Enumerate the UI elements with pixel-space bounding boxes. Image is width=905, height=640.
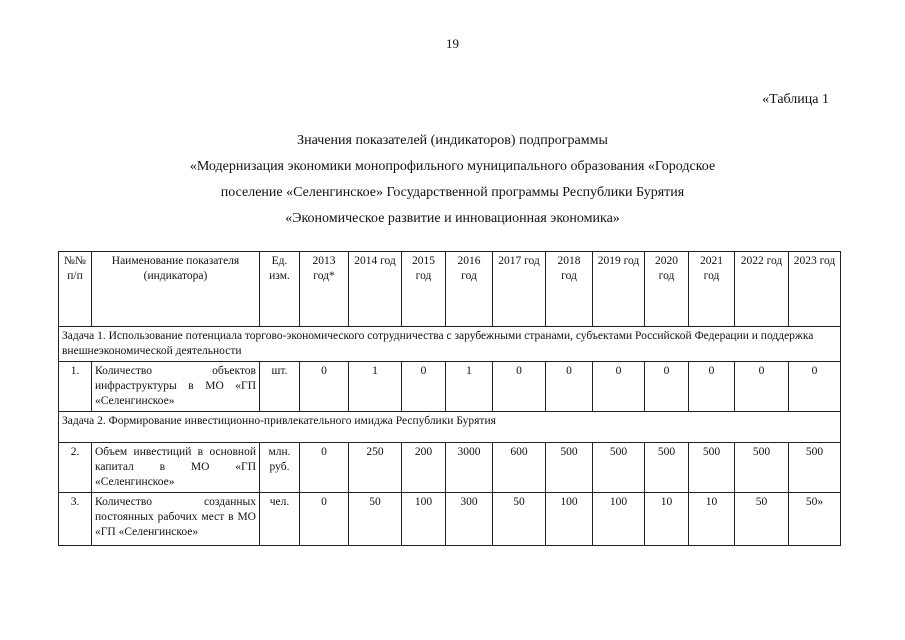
table-row [59,362,841,412]
row-value: 500 [689,443,735,493]
row-value: 200 [402,443,446,493]
row-value: 50 [349,493,402,546]
task-row [59,412,841,443]
row-value: 0 [300,443,349,493]
row-name: Объем инвестиций в основной капитал в МО «ГП «Селенгинское» [92,443,260,493]
row-name: Количество объектов инфраструктуры в МО «ГП «Селенгинское» [92,362,260,412]
page-number: 19 [446,36,459,51]
header-year: 2022 год [735,252,789,327]
header-unit: Ед. изм. [260,252,300,327]
row-value: 10 [689,493,735,546]
header-year: 2015 год [402,252,446,327]
row-value: 0 [789,362,841,412]
row-value: 1 [446,362,493,412]
table-label: «Таблица 1 [762,92,829,107]
row-value: 50» [789,493,841,546]
title-line: Значения показателей (индикаторов) подпрограммы [297,133,608,148]
row-value: 0 [689,362,735,412]
row-value: 500 [593,443,645,493]
header-year: 2013 год* [300,252,349,327]
row-value: 0 [735,362,789,412]
row-value: 600 [493,443,546,493]
row-num: 3. [59,493,92,546]
header-year: 2016 год [446,252,493,327]
row-value: 50 [735,493,789,546]
header-name: Наименование показателя (индикатора) [92,252,260,327]
row-value: 0 [300,362,349,412]
header-year: 2018 год [546,252,593,327]
header-year: 2020 год [645,252,689,327]
row-value: 500 [546,443,593,493]
task-title: Задача 1. Использование потенциала торгово-экономического сотрудничества с зарубежными странами, субъектами Российской Федерации и поддержка внешнеэкономической деятельности [59,327,841,362]
row-value: 500 [735,443,789,493]
row-unit: млн. руб. [260,443,300,493]
row-value: 1 [349,362,402,412]
row-value: 500 [789,443,841,493]
row-value: 0 [402,362,446,412]
table-row [59,493,841,546]
row-value: 0 [300,493,349,546]
row-value: 10 [645,493,689,546]
row-value: 100 [593,493,645,546]
row-value: 0 [645,362,689,412]
header-year: 2014 год [349,252,402,327]
row-value: 500 [645,443,689,493]
row-value: 250 [349,443,402,493]
row-value: 3000 [446,443,493,493]
row-value: 100 [402,493,446,546]
header-row [59,252,841,327]
header-year: 2019 год [593,252,645,327]
task-title: Задача 2. Формирование инвестиционно-привлекательного имиджа Республики Бурятия [59,412,841,443]
table-row [59,443,841,493]
header-year: 2023 год [789,252,841,327]
title-line: «Модернизация экономики монопрофильного муниципального образования «Городское [189,159,716,174]
row-unit: шт. [260,362,300,412]
row-value: 0 [493,362,546,412]
row-value: 0 [593,362,645,412]
table-title [0,128,905,232]
row-value: 300 [446,493,493,546]
row-unit: чел. [260,493,300,546]
row-value: 50 [493,493,546,546]
task-row [59,327,841,362]
title-line: поселение «Селенгинское» Государственной программы Республики Бурятия [220,185,685,200]
header-num: №№ п/п [59,252,92,327]
indicators-table [58,251,841,546]
row-num: 2. [59,443,92,493]
row-num: 1. [59,362,92,412]
title-line: «Экономическое развитие и инновационная экономика» [285,211,620,226]
header-year: 2021 год [689,252,735,327]
row-value: 0 [546,362,593,412]
row-name: Количество созданных постоянных рабочих мест в МО «ГП «Селенгинское» [92,493,260,546]
row-value: 100 [546,493,593,546]
header-year: 2017 год [493,252,546,327]
